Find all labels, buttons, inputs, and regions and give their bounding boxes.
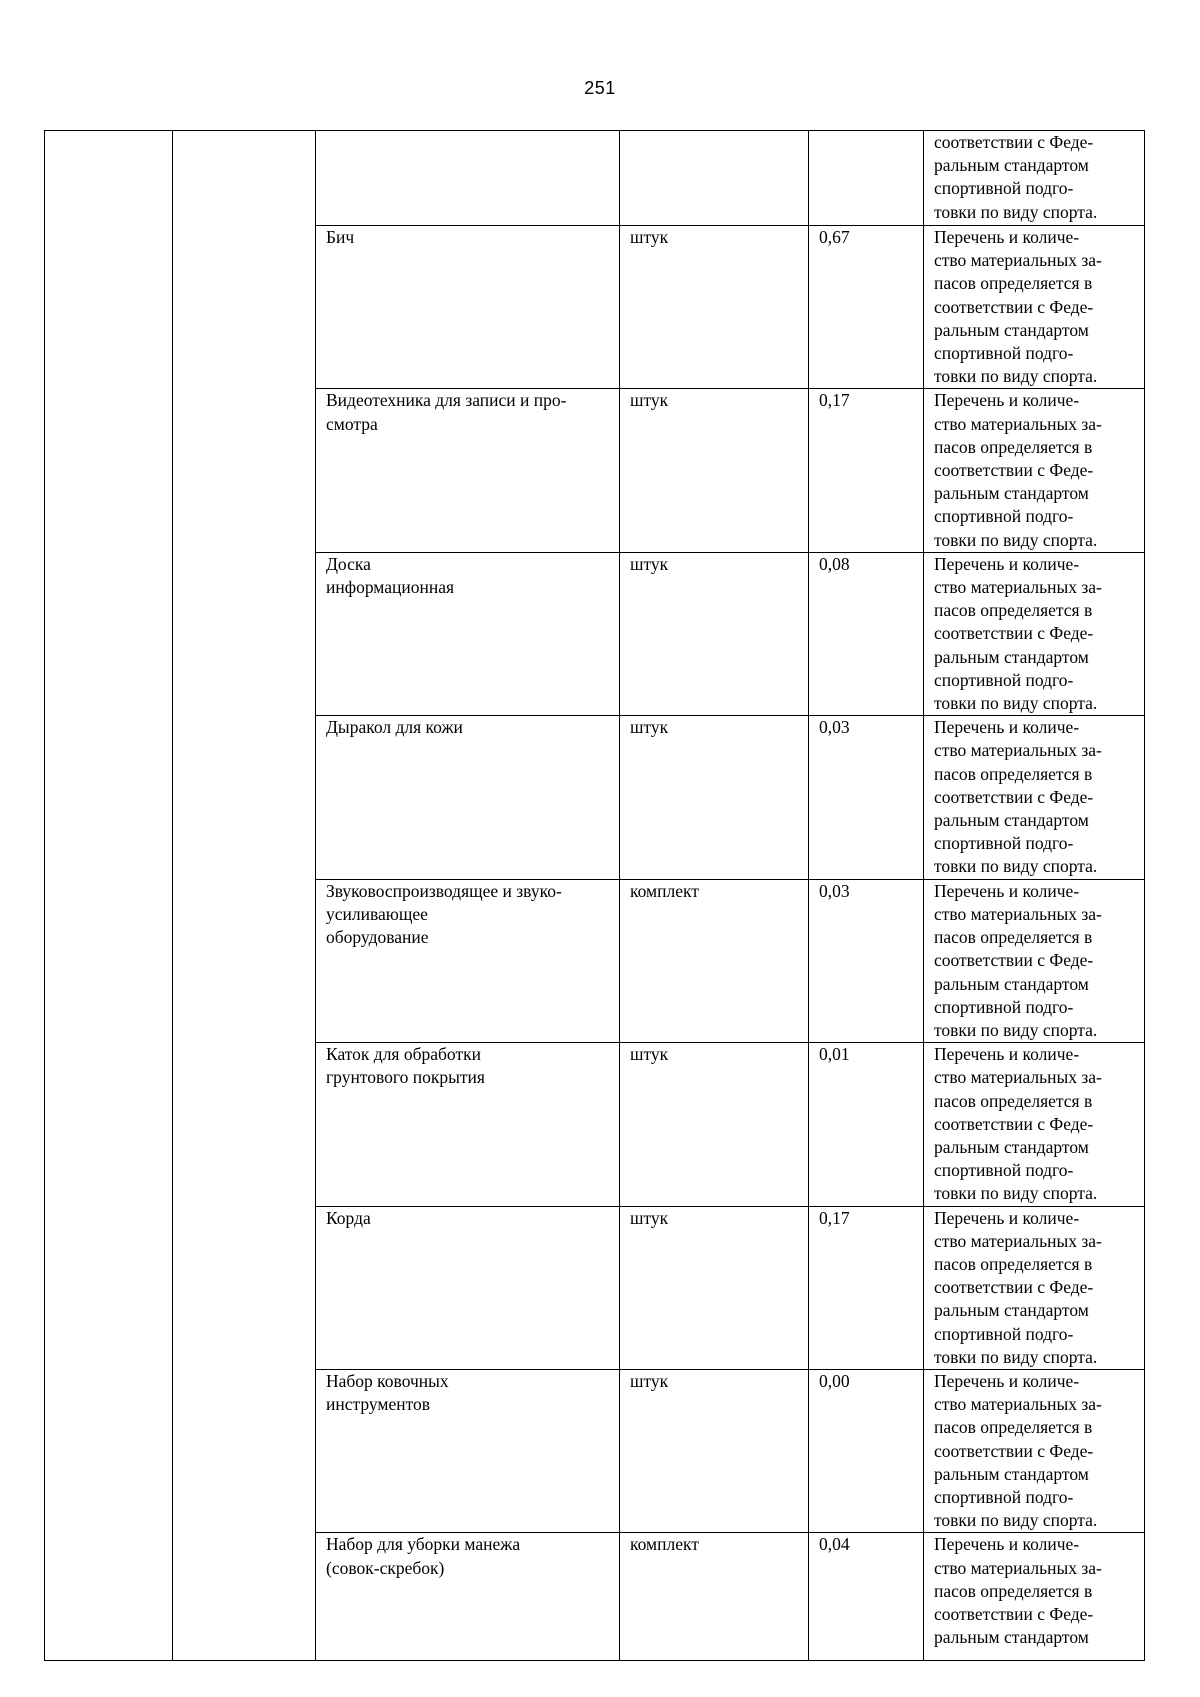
note-line: спортивной подго- bbox=[934, 1486, 1074, 1507]
cell-note bbox=[924, 879, 1145, 1042]
note-line: товки по виду спорта. bbox=[934, 1183, 1098, 1204]
note-line: товки по виду спорта. bbox=[934, 1019, 1098, 1040]
note-line: соответствии с Феде- bbox=[934, 1603, 1094, 1624]
cell-note bbox=[924, 1043, 1145, 1206]
note-line: товки по виду спорта. bbox=[934, 1510, 1098, 1531]
cell-unit: штук bbox=[620, 1369, 809, 1532]
note-line: пасов определяется в bbox=[934, 1090, 1093, 1111]
note-line: ральным стандартом bbox=[934, 483, 1089, 504]
cell-unit: комплект bbox=[620, 879, 809, 1042]
cell-item-name bbox=[316, 226, 620, 389]
cell-item-name bbox=[316, 1206, 620, 1369]
cell-note bbox=[924, 1533, 1145, 1661]
note-line: ральным стандартом bbox=[934, 155, 1089, 176]
item-name-line: грунтового покрытия bbox=[326, 1067, 485, 1088]
cell-quantity: 0,01 bbox=[809, 1043, 924, 1206]
note-line: Перечень и количе- bbox=[934, 1370, 1080, 1391]
item-name-line: Каток для обработки bbox=[326, 1044, 481, 1065]
note-line: спортивной подго- bbox=[934, 1160, 1074, 1181]
cell-quantity: 0,04 bbox=[809, 1533, 924, 1661]
cell-item-name bbox=[316, 131, 620, 226]
table-row bbox=[45, 131, 1145, 226]
cell-quantity: 0,00 bbox=[809, 1369, 924, 1532]
note-line: соответствии с Феде- bbox=[934, 460, 1094, 481]
cell-quantity bbox=[809, 131, 924, 226]
note-line: ство материальных за- bbox=[934, 903, 1102, 924]
item-name-line: инструментов bbox=[326, 1394, 431, 1415]
item-name-line: Корда bbox=[326, 1207, 371, 1228]
cell-note bbox=[924, 1369, 1145, 1532]
note-line: пасов определяется в bbox=[934, 1580, 1093, 1601]
note-line: ральным стандартом bbox=[934, 646, 1089, 667]
note-line: товки по виду спорта. bbox=[934, 856, 1098, 877]
cell-quantity: 0,17 bbox=[809, 1206, 924, 1369]
note-line: ральным стандартом bbox=[934, 1463, 1089, 1484]
cell-unit: штук bbox=[620, 1206, 809, 1369]
item-name-line: усиливающее bbox=[326, 903, 428, 924]
note-line: пасов определяется в bbox=[934, 1253, 1093, 1274]
note-line: соответствии с Феде- bbox=[934, 296, 1094, 317]
note-line: пасов определяется в bbox=[934, 436, 1093, 457]
cell-quantity: 0,67 bbox=[809, 226, 924, 389]
cell-note bbox=[924, 716, 1145, 879]
table-body bbox=[45, 131, 1145, 1661]
item-name-line: Бич bbox=[326, 227, 355, 247]
note-line: ство материальных за- bbox=[934, 413, 1102, 434]
note-line: ство материальных за- bbox=[934, 1067, 1102, 1088]
note-line: спортивной подго- bbox=[934, 833, 1074, 854]
note-line: ство материальных за- bbox=[934, 1394, 1102, 1415]
item-name-line: оборудование bbox=[326, 927, 429, 948]
note-line: спортивной подго- bbox=[934, 506, 1074, 527]
item-name-line: Набор ковочных bbox=[326, 1370, 449, 1391]
note-line: спортивной подго- bbox=[934, 669, 1074, 690]
cell-unit: штук bbox=[620, 1043, 809, 1206]
note-line: соответствии с Феде- bbox=[934, 132, 1094, 152]
cell-item-name bbox=[316, 1533, 620, 1661]
item-name-line: Набор для уборки манежа bbox=[326, 1534, 521, 1555]
item-name-line: Звуковоспроизводящее и звуко- bbox=[326, 880, 562, 901]
cell-note bbox=[924, 552, 1145, 715]
cell-item-name bbox=[316, 716, 620, 879]
note-line: Перечень и количе- bbox=[934, 1207, 1080, 1228]
note-line: ральным стандартом bbox=[934, 810, 1089, 831]
cell-note bbox=[924, 131, 1145, 226]
note-line: соответствии с Феде- bbox=[934, 950, 1094, 971]
note-line: ство материальных за- bbox=[934, 250, 1102, 271]
note-line: ство материальных за- bbox=[934, 740, 1102, 761]
note-line: спортивной подго- bbox=[934, 178, 1074, 199]
note-line: ральным стандартом bbox=[934, 1627, 1089, 1648]
note-line: ральным стандартом bbox=[934, 1300, 1089, 1321]
cell-unit bbox=[620, 131, 809, 226]
cell-item-name bbox=[316, 1043, 620, 1206]
merged-cell-col2 bbox=[173, 131, 316, 1661]
cell-item-name bbox=[316, 879, 620, 1042]
note-line: соответствии с Феде- bbox=[934, 623, 1094, 644]
cell-item-name bbox=[316, 1369, 620, 1532]
note-line: соответствии с Феде- bbox=[934, 1113, 1094, 1134]
equipment-table bbox=[44, 130, 1145, 1661]
cell-unit: комплект bbox=[620, 1533, 809, 1661]
note-line: пасов определяется в bbox=[934, 600, 1093, 621]
cell-quantity: 0,08 bbox=[809, 552, 924, 715]
note-line: Перечень и количе- bbox=[934, 227, 1080, 247]
cell-unit: штук bbox=[620, 226, 809, 389]
note-line: Перечень и количе- bbox=[934, 1534, 1080, 1555]
item-name-line: смотра bbox=[326, 413, 378, 434]
cell-quantity: 0,03 bbox=[809, 879, 924, 1042]
note-line: спортивной подго- bbox=[934, 996, 1074, 1017]
item-name-line: Видеотехника для записи и про- bbox=[326, 390, 567, 411]
item-name-line: Доска bbox=[326, 553, 371, 574]
note-line: ральным стандартом bbox=[934, 1136, 1089, 1157]
note-line: товки по виду спорта. bbox=[934, 693, 1098, 714]
item-name-line: Дыракол для кожи bbox=[326, 717, 463, 738]
cell-quantity: 0,03 bbox=[809, 716, 924, 879]
note-line: соответствии с Феде- bbox=[934, 1277, 1094, 1298]
note-line: товки по виду спорта. bbox=[934, 1346, 1098, 1367]
note-line: Перечень и количе- bbox=[934, 1044, 1080, 1065]
note-line: пасов определяется в bbox=[934, 1417, 1093, 1438]
merged-cell-col1 bbox=[45, 131, 173, 1661]
note-line: Перечень и количе- bbox=[934, 880, 1080, 901]
page-number: 251 bbox=[584, 78, 616, 98]
note-line: ство материальных за- bbox=[934, 1557, 1102, 1578]
cell-note bbox=[924, 389, 1145, 552]
note-line: товки по виду спорта. bbox=[934, 529, 1098, 550]
note-line: ральным стандартом bbox=[934, 973, 1089, 994]
cell-quantity: 0,17 bbox=[809, 389, 924, 552]
cell-note bbox=[924, 1206, 1145, 1369]
note-line: пасов определяется в bbox=[934, 927, 1093, 948]
note-line: пасов определяется в bbox=[934, 763, 1093, 784]
note-line: Перечень и количе- bbox=[934, 717, 1080, 738]
note-line: товки по виду спорта. bbox=[934, 366, 1098, 387]
cell-note bbox=[924, 226, 1145, 389]
note-line: спортивной подго- bbox=[934, 343, 1074, 364]
note-line: соответствии с Феде- bbox=[934, 1440, 1094, 1461]
item-name-line: информационная bbox=[326, 577, 455, 598]
note-line: Перечень и количе- bbox=[934, 553, 1080, 574]
cell-unit: штук bbox=[620, 552, 809, 715]
note-line: Перечень и количе- bbox=[934, 390, 1080, 411]
note-line: ральным стандартом bbox=[934, 319, 1089, 340]
cell-unit: штук bbox=[620, 716, 809, 879]
cell-item-name bbox=[316, 389, 620, 552]
note-line: ство материальных за- bbox=[934, 577, 1102, 598]
cell-unit: штук bbox=[620, 389, 809, 552]
note-line: ство материальных за- bbox=[934, 1230, 1102, 1251]
note-line: пасов определяется в bbox=[934, 273, 1093, 294]
item-name-line: (совок-скребок) bbox=[326, 1557, 445, 1578]
note-line: товки по виду спорта. bbox=[934, 201, 1098, 222]
note-line: спортивной подго- bbox=[934, 1323, 1074, 1344]
note-line: соответствии с Феде- bbox=[934, 786, 1094, 807]
cell-item-name bbox=[316, 552, 620, 715]
